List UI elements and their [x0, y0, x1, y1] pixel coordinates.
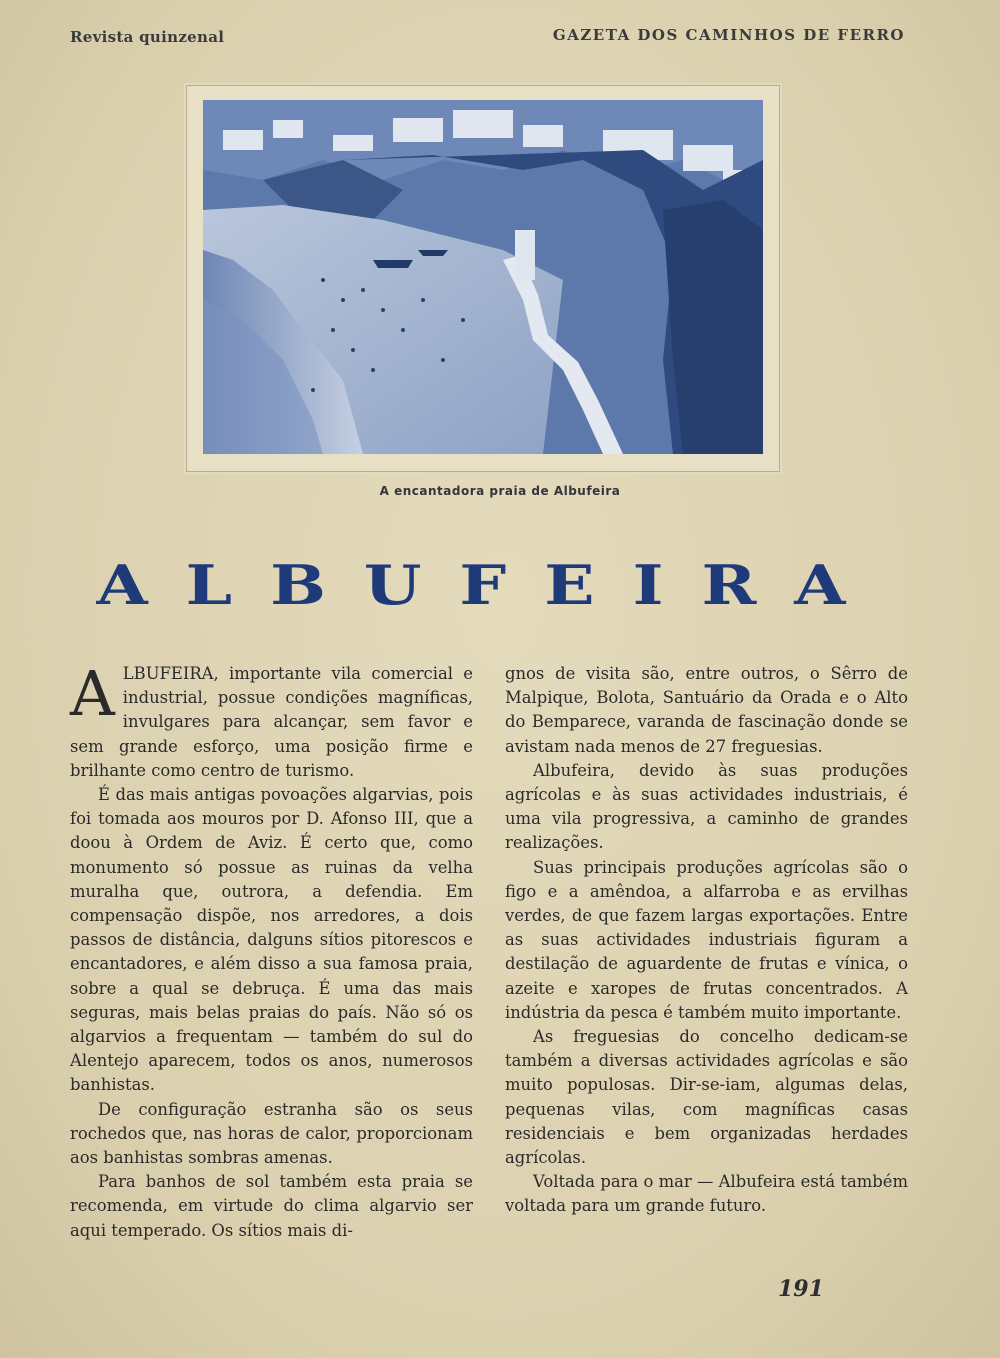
- paragraph: É das mais antigas povoações algarvias, pois foi tomada aos mouros por D. Afonso III, que a doou à Ordem de Aviz. É certo que, como monumento só possue as ruinas da velha muralha que, outrora, a defendia. Em compensação dispõe, nos arredores, a dois passos de distância, dalguns sítios pitorescos e encantadores, e além disso a sua famosa praia, sobre a qual se debruça. É uma das mais seguras, mais belas praias do país. Não só os algarvios a frequentam — também do sul do Alentejo aparecem, todos os anos, numerosos banhistas.: [70, 785, 473, 1095]
- beach-photo: [203, 100, 763, 454]
- paragraph: gnos de visita são, entre outros, o Sêrro de Malpique, Bolota, Santuário da Orada e o Alto do Bemparece, varanda de fascinação donde se avistam nada menos de 27 freguesias.: [505, 664, 908, 756]
- right-column: [505, 662, 908, 1219]
- paragraph-text: LBUFEIRA, importante vila comercial e industrial, possue condições magníficas, invulgares para alcançar, sem favor e sem grande esforço, uma posição firme e brilhante como centro de turismo.: [70, 664, 473, 780]
- photo-frame: [186, 85, 780, 472]
- paragraph: De configuração estranha são os seus rochedos que, nas horas de calor, proporcionam aos banhistas sombras amenas.: [70, 1099, 473, 1168]
- paragraph: Albufeira, devido às suas produções agrícolas e às suas actividades industriais, é uma vila progressiva, a caminho de grandes realizações.: [505, 760, 908, 853]
- beach-photo-illustration: [203, 100, 763, 454]
- drop-cap: A: [70, 657, 115, 730]
- left-column: [70, 657, 473, 1243]
- paragraph: Voltada para o mar — Albufeira está também voltada para um grande futuro.: [505, 1172, 908, 1216]
- paragraph: [70, 657, 473, 783]
- article-title: ALBUFEIRA: [96, 553, 884, 618]
- paragraph: As freguesias do concelho dedicam-se também a diversas actividades agrícolas e são muito populosas. Dir-se-iam, algumas delas, pequenas vilas, com magníficas casas residenciais e bem organizadas herdades agrícolas.: [505, 1027, 908, 1168]
- header-right: GAZETA DOS CAMINHOS DE FERRO: [552, 26, 905, 44]
- paragraph: Suas principais produções agrícolas são o figo e a amêndoa, a alfarroba e as ervilhas verdes, de que fazem largas exportações. Entre as suas actividades industriais figuram a destilação de aguardente de frutas e vínica, o azeite e xaropes de frutas concentrados. A indústria da pesca é também muito importante.: [505, 857, 908, 1022]
- photo-caption: A encantadora praia de Albufeira: [379, 484, 621, 498]
- header-left: Revista quinzenal: [70, 28, 225, 46]
- paragraph: Para banhos de sol também esta praia se recomenda, em virtude do clima algarvio ser aqui temperado. Os sítios mais di-: [70, 1172, 473, 1240]
- page-number: 191: [778, 1276, 824, 1302]
